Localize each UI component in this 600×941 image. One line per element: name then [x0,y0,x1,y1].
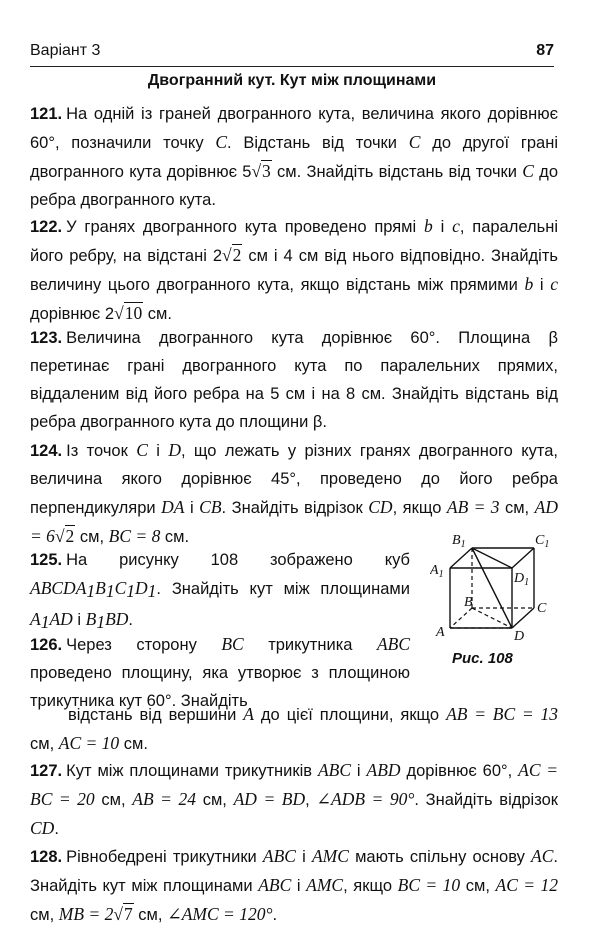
problem-text: і [291,877,307,895]
problem-number: 127. [30,762,63,780]
figure-caption: Рис. 108 [452,650,513,667]
segment-da: DA [161,497,185,517]
problem-text: Із точок [66,442,137,460]
math-expr: BC = 10 [397,875,461,895]
problem-text: , якщо [392,499,447,517]
problem-text: , [305,791,317,809]
label-a: A [436,625,445,640]
edge-a1-b1 [450,548,472,568]
problem-text: Кут між площинами трикутників [66,762,318,780]
sqrt-sign: √ [222,245,232,265]
label-b1: $B_1$ [452,533,466,550]
line-c: c [452,216,460,236]
problem-number: 121. [30,105,63,123]
math-expr: ∠ADB = 90° [316,789,415,809]
segment-cb: CB [199,497,222,517]
diagonal-b1-d [472,548,512,628]
cube-name: B [95,578,106,598]
triangle-abd: ABD [366,760,401,780]
subscript: 1 [86,581,96,601]
segment-cd: CD [30,818,55,838]
sqrt-value: 3 [262,161,271,181]
subscript: 1 [40,612,50,632]
sqrt-sign: √ [114,303,124,323]
problem-text: відстань від вершини [68,706,244,724]
plane-name: BD [105,609,129,629]
problem-text: см. [143,305,172,323]
math-expr: AC = BC = 20 [30,760,559,809]
page-number: 87 [536,42,554,59]
page-header [30,40,554,67]
line-b: b [424,216,433,236]
section-title: Двогранний кут. Кут між площинами [147,72,437,89]
segment-cd: CD [368,497,393,517]
problem-text: Величина двогранного кута дорівнює 60°. Площина β перетинає грані двогранного кута по паралельних прямих, віддаленим від його ребра на 5 см і на 8 см. Знайдіть відстань від ребра двогранного кута до площини β. [30,329,558,431]
problem-number: 122. [30,218,63,236]
math-expr: AB = 3 [446,497,500,517]
problem-text: мають спільну основу [348,848,532,866]
math-expr: AC = 10 [58,733,120,753]
triangle-abc: ABC [376,634,410,654]
sqrt-value: 2 [232,245,242,265]
problem-text: , паралельні його ребру, на відстані 2 [30,218,558,265]
problem-text: дорівнює 60°, [400,762,519,780]
sqrt-sign: √ [113,904,123,924]
problem-123 [30,324,558,436]
problem-text: дорівнює 2 [30,305,115,323]
problem-126-continued [30,700,558,758]
math-expr: AB = 24 [132,789,196,809]
subscript: 1 [147,581,157,601]
problem-text: см, [196,791,234,809]
problem-text: . [272,906,278,924]
cube-name: C [114,578,127,598]
problem-text: см, [94,791,133,809]
point-c: C [522,161,534,181]
triangle-amc: AMC [306,875,344,895]
cube-drawing [430,530,558,650]
problem-text: , що лежать у різних гранях двогранного кута, величина якого дорівнює 45°, проведено до його ребра перпендикуляри [30,442,559,517]
segment-ac: AC [531,846,554,866]
problem-127 [30,756,558,843]
triangle-amc: AMC [311,846,349,866]
sqrt-value: 10 [124,303,143,323]
problem-text: см, [133,906,168,924]
point-d: D [168,440,181,460]
problem-number: 123. [30,329,63,347]
problem-text: Через сторону [66,636,222,654]
label-a1: $A_1$ [430,563,444,580]
cube-name: ABCDA [30,578,87,598]
math-expr: AC = 12 [495,875,558,895]
problem-text: см. Знайдіть відстань від точки [271,163,523,181]
problem-text: і [184,499,200,517]
vertex-a: A [243,704,254,724]
problem-text: і [147,442,169,460]
problem-text: трикутника [243,636,377,654]
math-expr: ∠AMC = 120° [167,904,273,924]
edge-c1-d1 [512,548,534,568]
problem-text: см, [499,499,535,517]
subscript: 1 [105,581,115,601]
edge-c-d [512,608,534,628]
hidden-diagonal-b-d [472,608,512,628]
problem-text: У гранях двогранного кута проведено прямі [66,218,425,236]
problem-number: 124. [30,442,63,460]
problem-128 [30,842,558,929]
sqrt-value: 2 [65,526,75,546]
triangle-abc: ABC [258,875,292,895]
triangle-abc: ABC [317,760,352,780]
problem-text: і [351,762,367,780]
point-c: C [408,132,421,152]
problem-text: см, [30,906,59,924]
triangle-abc: ABC [262,846,296,866]
problem-text: см, [30,735,59,753]
sqrt-sign: √ [251,161,262,181]
math-expr: MB = 2 [58,904,114,924]
problem-text: . Знайдіть відрізок [414,791,558,809]
math-expr: AD = 6 [30,497,558,546]
segment-bc: BC [221,634,244,654]
problem-122 [30,212,558,328]
problem-121 [30,100,558,214]
math-expr: BC = 8 [108,526,161,546]
problem-text: Рівнобедрені трикутники [66,848,263,866]
plane-name: A [30,609,41,629]
label-b: B [464,595,473,610]
problem-text: , якщо [343,877,398,895]
cube-name: D [135,578,148,598]
problem-text: см, [460,877,496,895]
math-expr: AD = BD [233,789,306,809]
problem-text: і [295,848,312,866]
label-d: D [514,629,525,644]
problem-text: . Знайдіть відрізок [221,499,369,517]
problem-number: 126. [30,636,63,654]
problem-text: до другої грані двогранного кута дорівнює 5 [30,134,558,181]
label-c1: $C_1$ [535,533,550,550]
line-b: b [524,274,534,294]
sqrt-value: 7 [123,904,133,924]
plane-name: B [85,609,97,629]
problem-text: На одній із граней двогранного кута, величина якого дорівнює 60°, позначили точку [30,105,558,152]
problem-text: . Знайдіть кут між площинами [30,848,558,895]
diagonal-b1-d1 [472,548,512,568]
subscript: 1 [96,612,106,632]
problem-text: і [72,611,86,629]
label-c: C [537,601,547,616]
line-c: c [550,274,558,294]
problem-text: см, [75,528,109,546]
math-expr: AB = BC = 13 [446,704,558,724]
subscript: 1 [126,581,136,601]
problem-125 [30,546,410,636]
sqrt-sign: √ [54,526,65,546]
variant-label: Варіант 3 [30,42,101,59]
point-c: C [136,440,148,460]
problem-text: . Знайдіть кут між площинами [156,580,410,598]
problem-number: 125. [30,551,63,569]
problem-text: . [128,611,133,629]
problem-text: до ребра двогранного кута. [30,163,558,209]
problem-text: проведено площину, яка утворює з площиною трикутника кут 60°. Знайдіть [30,664,410,710]
problem-text: . Відстань від точки [227,134,409,152]
problem-text: і [533,276,551,294]
plane-name: AD [49,609,73,629]
problem-text: см. [160,528,190,546]
label-d1: $D_1$ [514,571,530,588]
problem-text: см і 4 см від нього відповідно. Знайдіть величину цього двогранного кута, якщо відстань між прямими [30,247,558,294]
problem-number: 128. [30,848,63,866]
problem-text: . [54,820,59,838]
hidden-edge-b-a [450,608,472,628]
point-c: C [215,132,228,152]
problem-text: см. [119,735,148,753]
problem-text: і [432,218,453,236]
problem-text: до цієї площини, якщо [253,706,447,724]
problem-text: На рисунку 108 зображено куб [66,551,410,569]
